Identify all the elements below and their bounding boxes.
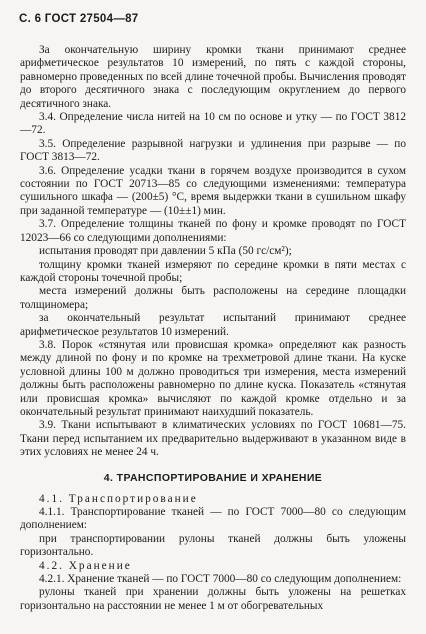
paragraph-4-1-1-note: при транспортировании рулоны тканей должны быть уложены горизонтально. <box>20 532 406 559</box>
paragraph-4-1-1: 4.1.1. Транспортирование тканей — по ГОСТ 7000—80 со следующим дополнением: <box>20 506 406 532</box>
paragraph-3-4: 3.4. Определение числа нитей на 10 см по основе и утку — по ГОСТ 3812—72. <box>20 111 406 137</box>
paragraph-3-9: 3.9. Ткани испытывают в климатических условиях по ГОСТ 10681—75. Ткани перед испытанием их предварительно выдерживают в указанном виде в этих условиях не менее 24 ч. <box>20 419 406 459</box>
paragraph-3-8: 3.8. Порок «стянутая или провисшая кромка» определяют как разность между длиной по фону и по кромке на трехметровой длине ткани. На куске условной длины 100 м должно проводиться три измерения, места измерений должны быть расположены равномерно по длине куска. Показатель «стянутая или провисшая кромка» вычисляют по каждой кромке отдельно и за окончательный результат принимают наихудший показатель. <box>20 338 406 418</box>
paragraph-3-7-edge: толщину кромки тканей измеряют по середине кромки в пяти местах с каждой стороны точечной пробы; <box>20 258 406 284</box>
paragraph-3-5: 3.5. Определение разрывной нагрузки и удлинения при разрыве — по ГОСТ 3813—72. <box>20 137 406 164</box>
paragraph-3-6: 3.6. Определение усадки ткани в горячем воздухе производится в сухом состоянии по ГОСТ 20713—85 со следующими изменениями: температура сушильного шкафа — (200±5) °С, время выдержки ткани в сушильном шкафу при заданной температуре — (10±±1) мин. <box>20 164 406 217</box>
paragraph-3-7-places: места измерений должны быть расположены на середине площадки толщиномера; <box>20 285 406 311</box>
section-title: 4. ТРАНСПОРТИРОВАНИЕ И ХРАНЕНИЕ <box>103 471 323 484</box>
subsection-4-1-heading: 4.1. Транспортирование <box>39 492 198 505</box>
paragraph-4-2-1-note: рулоны тканей при хранении должны быть уложены на решетках горизонтально на расстоянии не менее 1 м от обогревательных <box>20 586 406 612</box>
subsection-4-2-heading: 4.2. Хранение <box>39 559 132 572</box>
paragraph-3-7: 3.7. Определение толщины тканей по фону и кромке проводят по ГОСТ 12023—66 со следующими дополнениями: <box>20 218 406 244</box>
paragraph-3-7-pressure: испытания проводят при давлении 5 кПа (50 гс/см²); <box>39 245 292 258</box>
page-header: С. 6 ГОСТ 27504—87 <box>19 13 139 25</box>
paragraph-3-7-result: за окончательный результат испытаний принимают среднее арифметическое результатов 10 измерений. <box>20 312 406 338</box>
paragraph-edge-width: За окончательную ширину кромки ткани принимают среднее арифметическое результатов 10 измерений, по пять с каждой стороны, равномерно проведенных по всей длине точечной пробы. Вычисления проводят до второго десятичного знака с последующим округлением до первого десятичного знака. <box>20 44 406 110</box>
paragraph-4-2-1: 4.2.1. Хранение тканей — по ГОСТ 7000—80 со следующим дополнением: <box>39 573 402 586</box>
document-body <box>20 44 406 613</box>
